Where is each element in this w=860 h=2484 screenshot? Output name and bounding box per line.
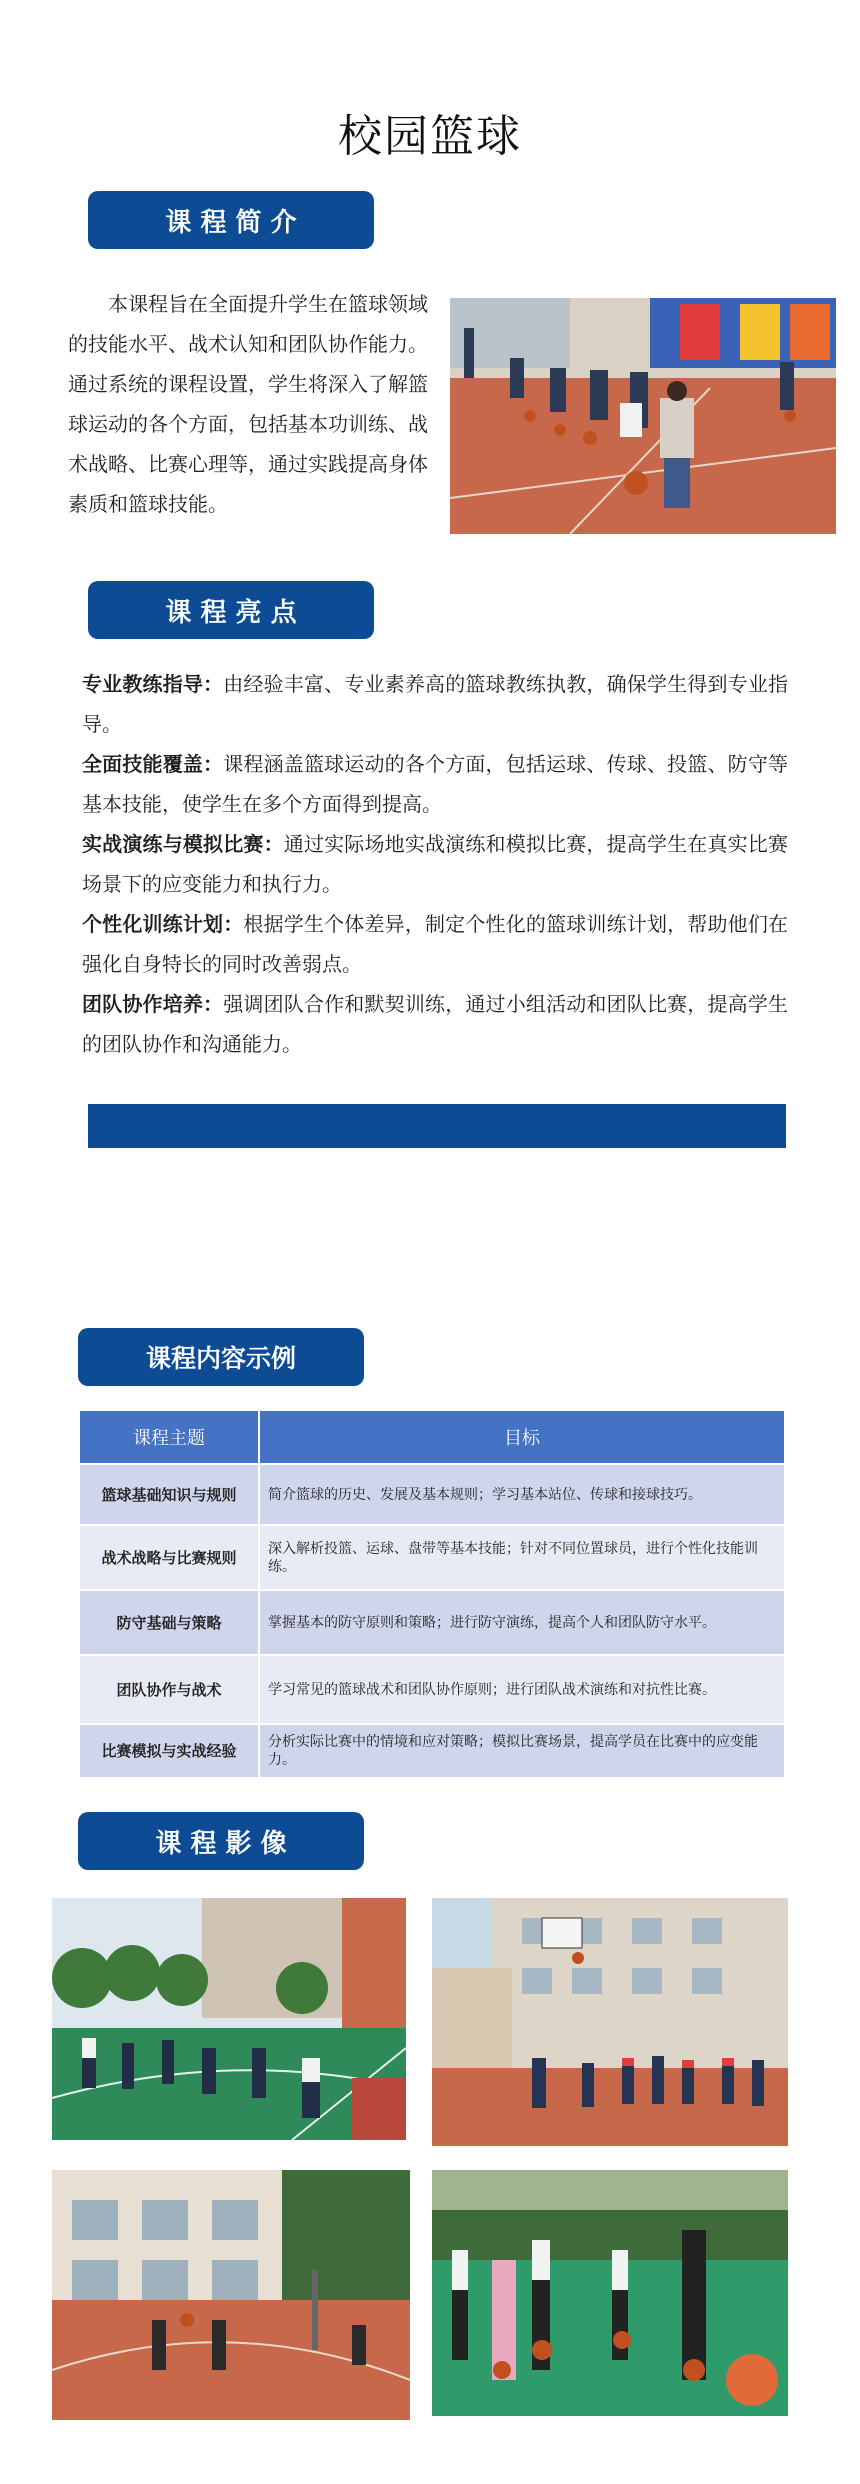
- column-header-topic: 课程主题: [79, 1410, 259, 1464]
- highlights-list: [82, 664, 788, 1064]
- table-row: [79, 1464, 785, 1525]
- photo-dribbling-practice: [450, 298, 836, 534]
- highlight-text: 课程涵盖篮球运动的各个方面，包括运球、传球、投篮、防守等基本技能，使学生在多个方面得到提高。: [82, 752, 789, 816]
- highlight-label: 团队协作培养：: [82, 992, 224, 1016]
- table-row: [79, 1724, 785, 1778]
- cell-topic: 战术战略与比赛规则: [79, 1525, 259, 1590]
- highlight-label: 个性化训练计划：: [82, 912, 244, 936]
- cell-goal: 掌握基本的防守原则和策略；进行防守演练，提高个人和团队防守水平。: [259, 1590, 785, 1655]
- gallery-photo-passing-drill: [52, 2170, 410, 2420]
- section-heading-intro: 课 程 简 介: [88, 191, 374, 249]
- highlight-text: 强调团队合作和默契训练，通过小组活动和团队比赛，提高学生的团队协作和沟通能力。: [82, 992, 789, 1056]
- highlight-text: 根据学生个体差异，制定个性化的篮球训练计划，帮助他们在强化自身特长的同时改善弱点。: [82, 912, 789, 976]
- gallery-photo-hoop-group: [432, 1898, 788, 2146]
- highlight-item: [82, 824, 788, 904]
- highlight-item: [82, 904, 788, 984]
- cell-goal: 分析实际比赛中的情境和应对策略；模拟比赛场景，提高学员在比赛中的应变能力。: [259, 1724, 785, 1778]
- table-row: [79, 1590, 785, 1655]
- cell-topic: 防守基础与策略: [79, 1590, 259, 1655]
- section-heading-gallery: 课 程 影 像: [78, 1812, 364, 1870]
- cell-topic: 团队协作与战术: [79, 1655, 259, 1724]
- course-content-table: [78, 1409, 786, 1779]
- table-header-row: [79, 1410, 785, 1464]
- gallery-photo-green-court: [52, 1898, 406, 2140]
- gallery-photo-coach-teaching: [432, 2170, 788, 2416]
- section-divider-bar: [88, 1104, 786, 1148]
- cell-topic: 比赛模拟与实战经验: [79, 1724, 259, 1778]
- column-header-goal: 目标: [259, 1410, 785, 1464]
- highlight-text: 通过实际场地实战演练和模拟比赛，提高学生在真实比赛场景下的应变能力和执行力。: [82, 832, 789, 896]
- cell-topic: 篮球基础知识与规则: [79, 1464, 259, 1525]
- cell-goal: 学习常见的篮球战术和团队协作原则；进行团队战术演练和对抗性比赛。: [259, 1655, 785, 1724]
- cell-goal: 简介篮球的历史、发展及基本规则；学习基本站位、传球和接球技巧。: [259, 1464, 785, 1525]
- highlight-item: [82, 984, 788, 1064]
- table-row: [79, 1655, 785, 1724]
- intro-paragraph: 本课程旨在全面提升学生在篮球领域的技能水平、战术认知和团队协作能力。通过系统的课程设置，学生将深入了解篮球运动的各个方面，包括基本功训练、战术战略、比赛心理等，通过实践提高身体素质和篮球技能。: [68, 292, 428, 516]
- highlight-label: 全面技能覆盖：: [82, 752, 224, 776]
- highlight-text: 由经验丰富、专业素养高的篮球教练执教，确保学生得到专业指导。: [82, 672, 789, 736]
- table-row: [79, 1525, 785, 1590]
- section-heading-highlights: 课 程 亮 点: [88, 581, 374, 639]
- highlight-label: 实战演练与模拟比赛：: [82, 832, 284, 856]
- highlight-item: [82, 664, 788, 744]
- section-heading-content: 课程内容示例: [78, 1328, 364, 1386]
- highlight-item: [82, 744, 788, 824]
- highlight-label: 专业教练指导：: [82, 672, 224, 696]
- page-title: 校园篮球: [338, 111, 522, 162]
- cell-goal: 深入解析投篮、运球、盘带等基本技能；针对不同位置球员，进行个性化技能训练。: [259, 1525, 785, 1590]
